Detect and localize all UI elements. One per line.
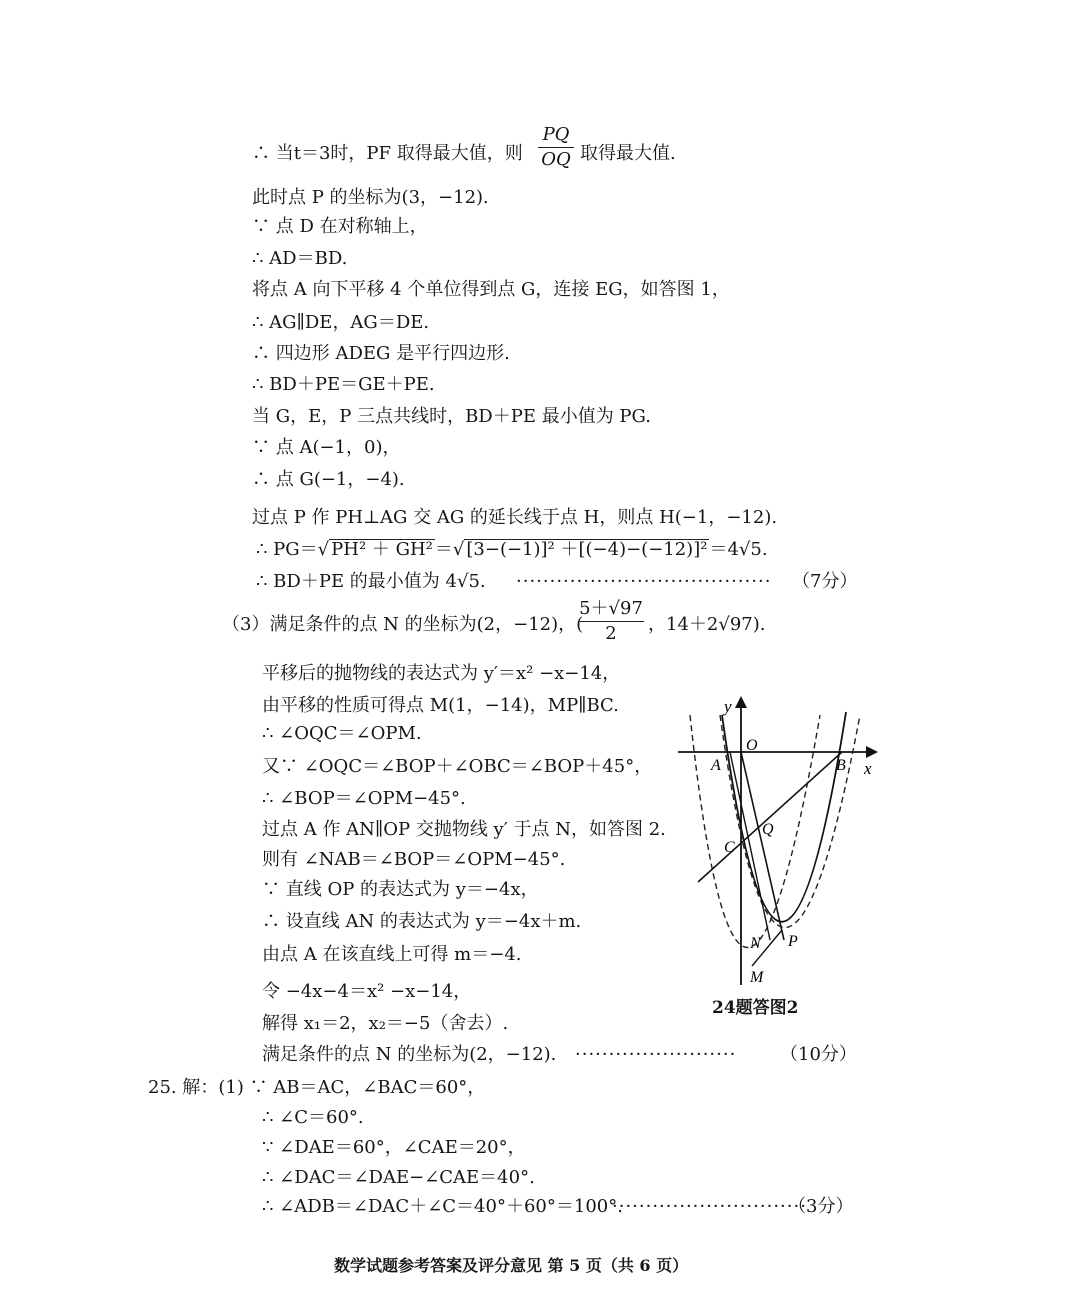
- line-30: ∴ ∠C＝60°.: [262, 1107, 364, 1128]
- line-7: ∴ 四边形 ADEG 是平行四边形.: [252, 343, 510, 364]
- figure-caption: 24题答图2: [712, 998, 799, 1018]
- line-10: ∵ 点 A(−1，0)，: [252, 437, 401, 458]
- line-29: 25. 解：(1) ∵ AB＝AC，∠BAC＝60°，: [148, 1077, 486, 1098]
- line-20: ∴ ∠BOP＝∠OPM−45°.: [262, 788, 466, 809]
- line-31: ∵ ∠DAE＝60°，∠CAE＝20°，: [262, 1137, 526, 1158]
- line-9: 当 G，E，P 三点共线时，BD＋PE 最小值为 PG.: [252, 406, 651, 427]
- dot-leader-3: ·····························: [612, 1196, 807, 1217]
- line-15a: （3）满足条件的点 N 的坐标为(2，−12)，(: [222, 614, 584, 635]
- line-14: ∴ BD＋PE 的最小值为 4√5.: [256, 571, 486, 592]
- score-7: （7分）: [792, 571, 858, 592]
- radicand-1: PH² ＋ GH²: [331, 539, 433, 560]
- fraction-5-sqrt97: [578, 598, 644, 645]
- line-3: ∵ 点 D 在对称轴上，: [252, 216, 428, 237]
- line-13-part-a: ∴ PG＝√: [256, 539, 330, 560]
- fraction2-numerator: 5＋√97: [579, 598, 643, 619]
- score-10: （10分）: [780, 1044, 857, 1065]
- label-q: Q: [762, 821, 774, 838]
- line-33: ∴ ∠ADB＝∠DAC＋∠C＝40°＋60°＝100°.: [262, 1196, 623, 1217]
- line-12: 过点 P 作 PH⊥AG 交 AG 的延长线于点 H，则点 H(−1，−12).: [252, 507, 778, 528]
- line-19: 又∵ ∠OQC＝∠BOP＋∠OBC＝∠BOP＋45°，: [262, 756, 653, 777]
- line-18: ∴ ∠OQC＝∠OPM.: [262, 723, 422, 744]
- label-m: M: [750, 969, 764, 986]
- line-6: ∴ AG∥DE，AG＝DE.: [252, 312, 430, 333]
- line-25: 由点 A 在该直线上可得 m＝−4.: [262, 944, 522, 965]
- fraction-pq-oq: [538, 124, 574, 171]
- line-15b: ，14＋2√97).: [648, 614, 766, 635]
- line-22: 则有 ∠NAB＝∠BOP＝∠OPM−45°.: [262, 849, 566, 870]
- line-24: ∴ 设直线 AN 的表达式为 y＝−4x＋m.: [262, 911, 582, 932]
- line-11: ∴ 点 G(−1，−4).: [252, 469, 405, 490]
- line-an: [730, 752, 770, 940]
- line-27: 解得 x₁＝2，x₂＝−5（舍去）.: [262, 1013, 509, 1034]
- label-c: C: [724, 839, 735, 856]
- answer-figure-2: [668, 690, 888, 990]
- line-17: 由平移的性质可得点 M(1，−14)，MP∥BC.: [262, 695, 619, 716]
- label-p: P: [788, 933, 798, 950]
- line-1a: ∴ 当t＝3时，PF 取得最大值，则: [252, 143, 523, 164]
- line-32: ∴ ∠DAC＝∠DAE−∠CAE＝40°.: [262, 1167, 535, 1188]
- line-4: ∴ AD＝BD.: [252, 248, 348, 269]
- dot-leader-1: ······································: [516, 571, 772, 592]
- line-1b: 取得最大值.: [580, 143, 676, 164]
- line-16: 平移后的抛物线的表达式为 y′＝x² −x−14，: [262, 663, 621, 684]
- fraction-numerator: PQ: [542, 124, 570, 145]
- line-op: [741, 752, 784, 940]
- line-13-part-e: ＝4√5.: [709, 539, 768, 560]
- fraction2-denominator: 2: [605, 623, 617, 644]
- label-x: x: [864, 759, 872, 778]
- line-28: 满足条件的点 N 的坐标为(2，−12).: [262, 1044, 557, 1065]
- line-8: ∴ BD＋PE＝GE＋PE.: [252, 374, 435, 395]
- line-23: ∵ 直线 OP 的表达式为 y＝−4x，: [262, 879, 539, 900]
- line-13-part-c: ＝√: [434, 539, 465, 560]
- x-axis-arrow: [866, 746, 878, 758]
- fraction-denominator: OQ: [541, 149, 571, 170]
- page-footer: 数学试题参考答案及评分意见 第 5 页（共 6 页）: [334, 1256, 689, 1275]
- label-b: B: [836, 757, 846, 774]
- line-2: 此时点 P 的坐标为(3，−12).: [252, 187, 489, 208]
- label-o: O: [746, 737, 758, 754]
- label-y: y: [724, 697, 732, 716]
- label-n: N: [750, 935, 761, 952]
- label-a: A: [711, 757, 721, 774]
- line-13: [256, 538, 768, 562]
- line-26: 令 −4x−4＝x² −x−14，: [262, 981, 472, 1002]
- dot-leader-2: ························: [575, 1044, 737, 1065]
- y-axis-arrow: [735, 696, 747, 708]
- radicand-2: [3−(−1)]² ＋[(−4)−(−12)]²: [466, 539, 708, 560]
- line-21: 过点 A 作 AN∥OP 交抛物线 y′ 于点 N，如答图 2.: [262, 819, 666, 840]
- line-5: 将点 A 向下平移 4 个单位得到点 G，连接 EG，如答图 1，: [252, 279, 730, 300]
- score-3: （3分）: [788, 1196, 854, 1217]
